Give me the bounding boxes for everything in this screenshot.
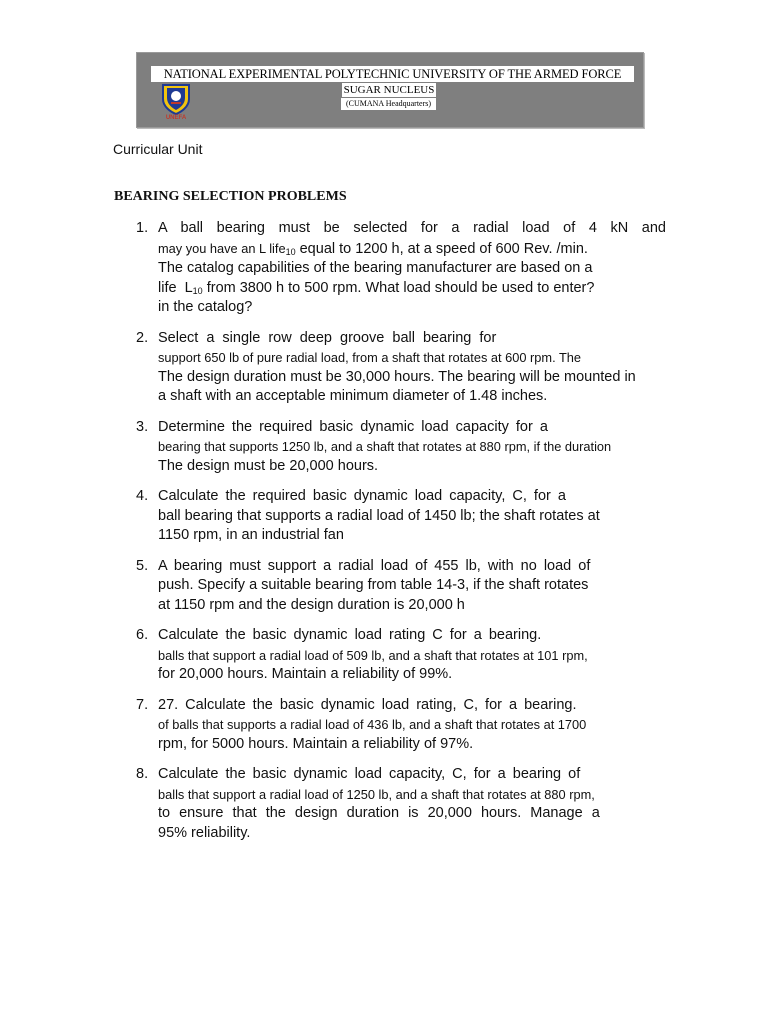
problem-number: 2.	[136, 329, 149, 346]
problem-line: The design duration must be 30,000 hours. The bearing will be mounted in	[158, 368, 636, 385]
problem-line	[136, 279, 666, 299]
problem-line: 1150 rpm, in an industrial fan	[158, 527, 344, 543]
problem-line: Calculate the basic dynamic load capacity, C, for a bearing of	[158, 766, 581, 782]
problem-line: balls that support a radial load of 1250 lb, and a shaft that rotates at 880 rpm,	[158, 786, 595, 802]
problem-line: The catalog capabilities of the bearing manufacturer are based on a	[158, 260, 593, 276]
problem-line: 27. Calculate the basic dynamic load rating, C, for a bearing.	[158, 696, 577, 713]
university-name: NATIONAL EXPERIMENTAL POLYTECHNIC UNIVERSITY OF THE ARMED FORCE	[151, 66, 634, 82]
problem-line: to ensure that the design duration is 20,000 hours. Manage a	[158, 805, 600, 821]
problem-line: a shaft with an acceptable minimum diameter of 1.48 inches.	[158, 388, 548, 404]
problem-line: of balls that supports a radial load of 436 lb, and a shaft that rotates at 1700	[158, 717, 587, 732]
problem-text: may you have an L life	[158, 240, 286, 256]
problem-line: push. Specify a suitable bearing from table 14-3, if the shaft rotates	[158, 577, 589, 593]
problem-list	[136, 219, 666, 854]
curricular-unit-label: Curricular Unit	[113, 141, 203, 157]
problem-number: 7.	[136, 696, 149, 713]
problem-5	[136, 557, 666, 616]
problem-line: Select a single row deep groove ball bearing for	[158, 329, 497, 346]
problem-line: ball bearing that supports a radial load of 1450 lb; the shaft rotates at	[158, 507, 600, 524]
header-banner	[136, 52, 644, 128]
section-title: BEARING SELECTION PROBLEMS	[114, 189, 347, 204]
problem-line: rpm, for 5000 hours. Maintain a reliability of 97%.	[158, 735, 474, 752]
problem-line: for 20,000 hours. Maintain a reliability of 99%.	[158, 666, 453, 682]
problem-number: 3.	[136, 418, 149, 435]
problem-8	[136, 765, 666, 843]
shield-icon	[159, 81, 193, 115]
logo-text: UNEFA	[165, 115, 187, 121]
problem-line: The design must be 20,000 hours.	[158, 457, 379, 474]
problem-text: from 3800 h to 500 rpm. What load should be used to enter?	[202, 279, 595, 296]
problem-line: in the catalog?	[158, 299, 253, 315]
problem-line	[136, 239, 666, 260]
problem-line: Determine the required basic dynamic load capacity for a	[158, 418, 548, 435]
university-logo	[159, 81, 193, 123]
problem-line: bearing that supports 1250 lb, and a shaft that rotates at 880 rpm, if the duration	[158, 439, 612, 454]
problem-number: 5.	[136, 557, 149, 574]
problem-7	[136, 696, 666, 755]
problem-text: equal to 1200 h, at a speed of 600 Rev. /min.	[295, 240, 588, 257]
problem-number: 4.	[136, 488, 149, 504]
problem-line: A ball bearing must be selected for a radial load of 4 kN and	[158, 220, 666, 236]
nucleus-name: SUGAR NUCLEUS	[343, 84, 435, 96]
problem-line: A bearing must support a radial load of 455 lb, with no load of	[158, 557, 591, 574]
problem-4	[136, 487, 666, 546]
problem-line: support 650 lb of pure radial load, from a shaft that rotates at 600 rpm. The	[158, 350, 582, 365]
problem-3	[136, 418, 666, 477]
subscript: 10	[285, 246, 296, 257]
problem-line: Calculate the required basic dynamic load capacity, C, for a	[158, 488, 566, 504]
problem-2	[136, 329, 666, 407]
problem-line: balls that support a radial load of 509 lb, and a shaft that rotates at 101 rpm,	[158, 647, 588, 663]
headquarters-label: (CUMANA Headquarters)	[341, 98, 436, 110]
problem-line: at 1150 rpm and the design duration is 20,000 h	[158, 596, 465, 613]
problem-number: 1.	[136, 220, 149, 236]
problem-1	[136, 219, 666, 318]
problem-text: life L	[158, 279, 193, 296]
subscript: 10	[192, 285, 203, 296]
problem-line: 95% reliability.	[158, 824, 251, 841]
problem-line: Calculate the basic dynamic load rating C for a bearing.	[158, 627, 542, 643]
problem-number: 6.	[136, 627, 149, 643]
problem-number: 8.	[136, 766, 149, 782]
problem-6	[136, 626, 666, 685]
